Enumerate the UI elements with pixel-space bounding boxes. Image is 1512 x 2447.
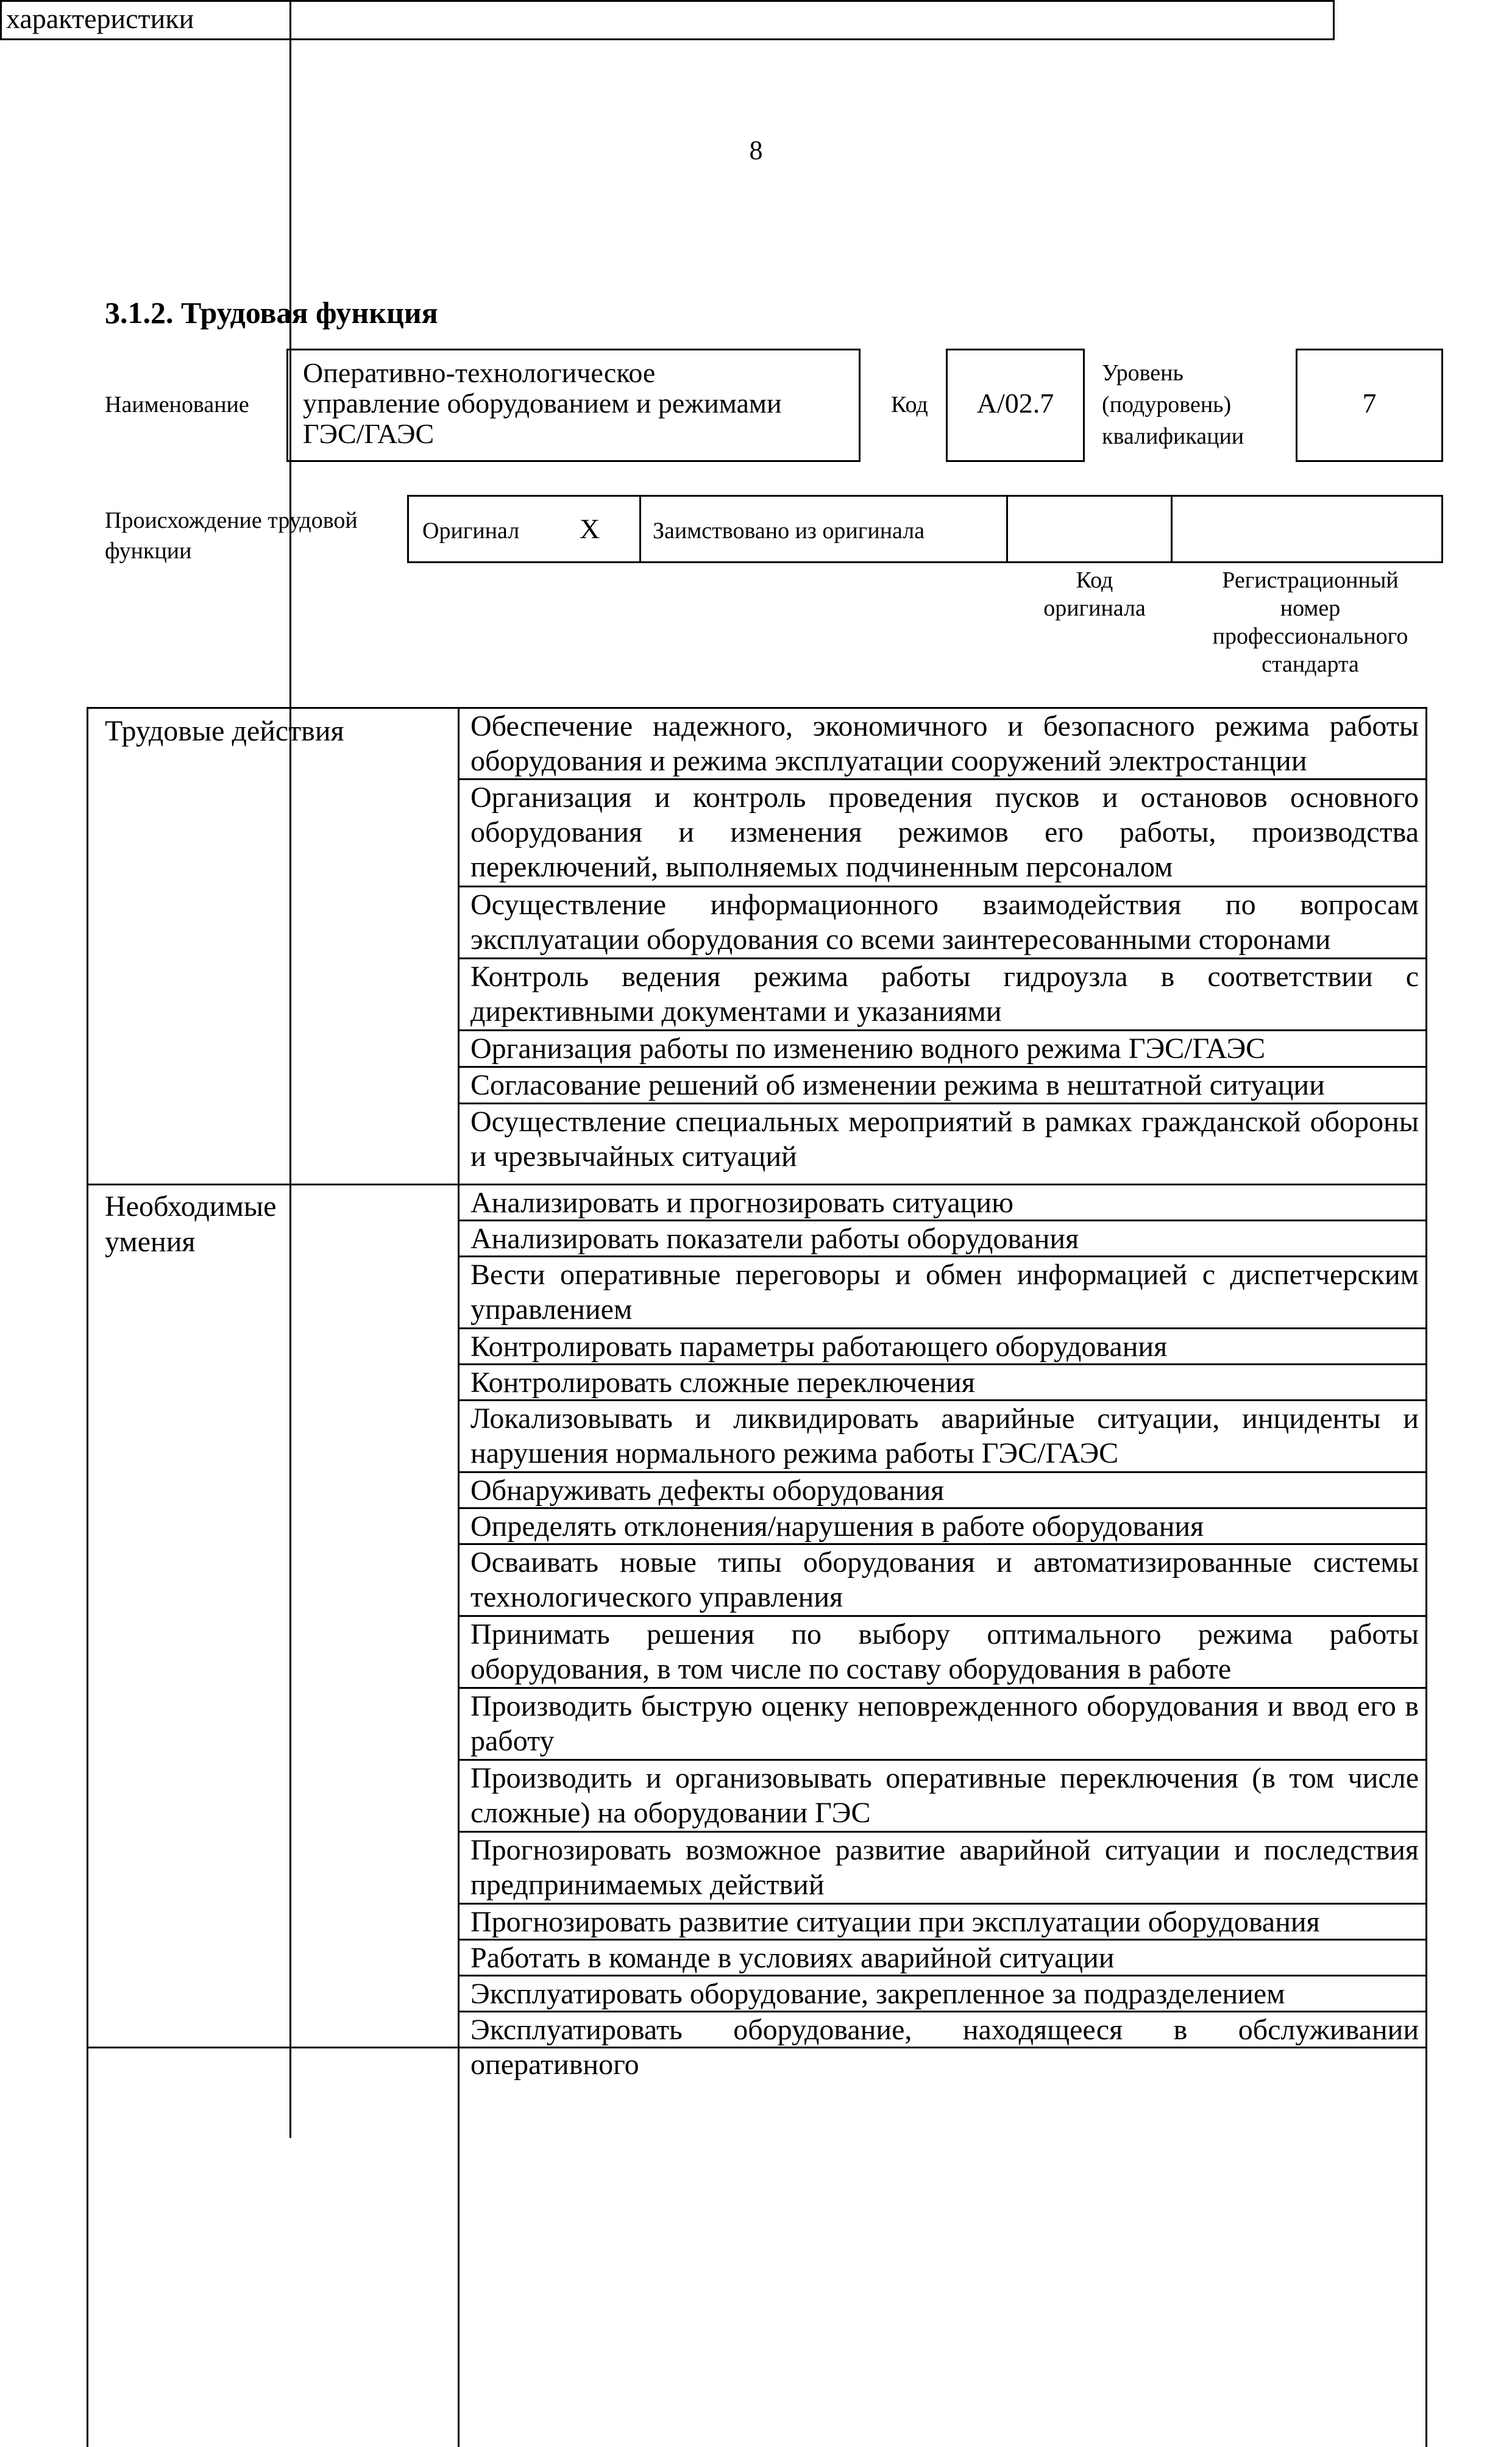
skill-row: Прогнозировать развитие ситуации при эксплуатации оборудования bbox=[460, 1905, 1427, 1941]
skills-label-line-2: умения bbox=[105, 1226, 196, 1258]
reg-caption-line-3: профессионального bbox=[1212, 623, 1408, 649]
skill-row: Работать в команде в условиях аварийной ситуации bbox=[460, 1941, 1427, 1976]
name-value-line-3: ГЭС/ГАЭС bbox=[303, 418, 435, 449]
action-row: Организация и контроль проведения пусков и остановов основного оборудования и изменения режимов его работы, производства переключений, выполняемых подчиненным персоналом bbox=[460, 780, 1427, 887]
skill-row: Прогнозировать возможное развитие аварийной ситуации и последствия предпринимаемых действий bbox=[460, 1833, 1427, 1905]
skill-row: Контролировать параметры работающего оборудования bbox=[460, 1329, 1427, 1365]
action-row: Согласование решений об изменении режима в нештатной ситуации bbox=[460, 1068, 1427, 1104]
skill-row: Эксплуатировать оборудование, находящееся в обслуживании оперативного bbox=[470, 2014, 1419, 2081]
label-divider bbox=[87, 1184, 460, 1185]
section-heading: 3.1.2. Трудовая функция bbox=[105, 296, 438, 330]
action-row: Контроль ведения режима работы гидроузла в соответствии с директивными документами и указаниями bbox=[460, 959, 1427, 1031]
skill-row: Производить быструю оценку неповрежденного оборудования и ввод его в работу bbox=[460, 1689, 1427, 1761]
origin-divider-2 bbox=[1006, 497, 1008, 561]
level-label-line-2: (подуровень) bbox=[1102, 392, 1232, 417]
code-caption-line-1: Код bbox=[1076, 567, 1113, 593]
code-value: A/02.7 bbox=[976, 388, 1054, 419]
code-value-box bbox=[946, 349, 1085, 462]
origin-divider-3 bbox=[1171, 497, 1173, 561]
name-value-box bbox=[286, 349, 861, 462]
original-mark: X bbox=[580, 513, 600, 544]
skill-row: Контролировать сложные переключения bbox=[460, 1365, 1427, 1401]
table-border-left bbox=[87, 707, 88, 2447]
origin-label-line-2: функции bbox=[105, 538, 192, 564]
origin-label-line-1: Происхождение трудовой bbox=[105, 508, 358, 533]
reg-caption-line-2: номер bbox=[1280, 595, 1341, 621]
skill-row: Вести оперативные переговоры и обмен информацией с диспетчерским управлением bbox=[460, 1257, 1427, 1329]
skill-row: Локализовывать и ликвидировать аварийные ситуации, инциденты и нарушения нормального режима работы ГЭС/ГАЭС bbox=[460, 1401, 1427, 1473]
skill-row: Производить и организовывать оперативные переключения (в том числе сложные) на оборудовании ГЭС bbox=[460, 1761, 1427, 1833]
previous-table-fragment bbox=[0, 0, 1335, 40]
action-row: Организация работы по изменению водного режима ГЭС/ГАЭС bbox=[460, 1031, 1427, 1068]
skill-row: Принимать решения по выбору оптимального режима работы оборудования, в том числе по составу оборудования в работе bbox=[460, 1617, 1427, 1689]
name-value-line-1: Оперативно-технологическое bbox=[303, 357, 656, 388]
action-row: Осуществление специальных мероприятий в рамках гражданской обороны и чрезвычайных ситуаций bbox=[460, 1104, 1427, 1185]
origin-table bbox=[407, 495, 1443, 563]
page-number: 8 bbox=[749, 135, 763, 165]
skill-row: Определять отклонения/нарушения в работе оборудования bbox=[460, 1509, 1427, 1545]
actions-label: Трудовые действия bbox=[105, 715, 344, 747]
reg-caption-line-4: стандарта bbox=[1262, 652, 1359, 677]
action-row: Осуществление информационного взаимодействия по вопросам эксплуатации оборудования со всеми заинтересованными сторонами bbox=[460, 887, 1427, 959]
skill-row: Обнаруживать дефекты оборудования bbox=[460, 1473, 1427, 1509]
skill-row: Анализировать показатели работы оборудования bbox=[460, 1221, 1427, 1257]
name-value-line-2: управление оборудованием и режимами bbox=[303, 388, 782, 419]
code-caption-line-2: оригинала bbox=[1043, 595, 1146, 621]
level-label-line-1: Уровень bbox=[1102, 360, 1184, 386]
skill-row: Осваивать новые типы оборудования и автоматизированные системы технологического управления bbox=[460, 1545, 1427, 1617]
skills-label-line-1: Необходимые bbox=[105, 1190, 277, 1223]
table-border-bottom bbox=[87, 2047, 1427, 2048]
borrowed-label: Заимствовано из оригинала bbox=[653, 518, 925, 544]
skill-row: Анализировать и прогнозировать ситуацию bbox=[460, 1185, 1427, 1221]
name-label: Наименование bbox=[105, 392, 249, 417]
level-value: 7 bbox=[1362, 388, 1377, 419]
reg-caption-line-1: Регистрационный bbox=[1222, 567, 1399, 593]
level-value-box bbox=[1296, 349, 1443, 462]
main-table bbox=[87, 707, 1427, 2447]
code-label: Код bbox=[891, 392, 928, 417]
original-label: Оригинал bbox=[422, 518, 520, 544]
skill-row: Эксплуатировать оборудование, закрепленное за подразделением bbox=[460, 1976, 1427, 2012]
previous-table-cell: характеристики bbox=[0, 0, 291, 2138]
level-label-line-3: квалификации bbox=[1102, 424, 1244, 449]
origin-divider-1 bbox=[639, 497, 641, 561]
action-row: Обеспечение надежного, экономичного и безопасного режима работы оборудования и режима эксплуатации сооружений электростанции bbox=[460, 709, 1427, 780]
